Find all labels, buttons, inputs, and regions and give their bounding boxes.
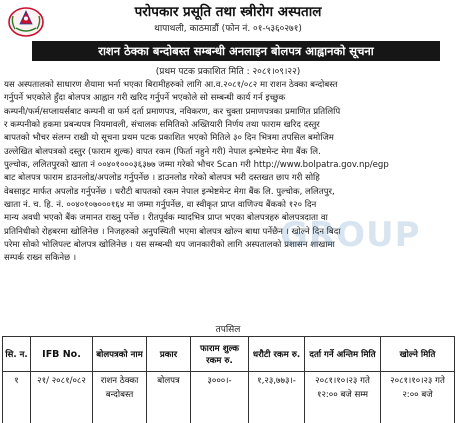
body-line-with-link[interactable]: पुल्चोक, ललितपुरको खाता नं ००४०१०००३६३७७ जम्मा गरेको भौचर Scan गरी http://www.bolpatra.gov.np/egp [4,160,389,171]
body-line: बाट बोलपत्र फाराम डाउनलोड/अपलोड गर्नुपर्नेछ । डाउनलोड गरेको बोलपत्र भरी दस्तखत छाप गरी सोहि [4,173,320,184]
cell-deposit: १,२३,७७३।- [249,372,305,423]
organization-name: परोपकार प्रसूति तथा स्त्रीरोग अस्पताल [134,4,322,20]
cell-opening-date: २०८१।१०।२३ गते २:०० बजे [381,372,455,423]
body-line: सम्पर्क राख्न सकिनेछ । [4,253,77,264]
header-opening-date: खोल्ने मिति [381,337,455,372]
header-serial: सि. न. [3,337,31,372]
body-line: प्रतिनिधीको रोहबरमा खोलिनेछ । निजहरुको अनुपस्थिती भएमा बोलपत्र खोल्न बाधा पर्नेछैन । खोल्ने दिन बिदा [4,226,341,237]
header-ifb-no: IFB No. [31,337,93,372]
body-line: वेबसाइट मार्फत अपलोड गर्नुपर्नेछ । धरौटी बापतको रकम नेपाल इन्भेष्टमेन्ट मेगा बैंक लि. पुल्चोक, ललितपुर, [4,186,335,197]
header-form-fee: फाराम शुल्क रकम रु. [191,337,249,372]
cell-form-fee: ३०००।- [191,372,249,423]
table-row [3,372,455,423]
watermark-text: GROUP [280,215,421,255]
organization-address: थापाथली, काठमाडौं (फोन नं. ०१-५३६०२७१) [154,24,302,34]
schedule-title: तपसिल [215,325,241,335]
header-deposit: धरौटी रकम रु. [249,337,305,372]
body-line: कम्पनी/फर्म/सप्लायर्सबाट कम्पनी वा फर्म दर्ता प्रमाणपत्र, नविकरण, कर चुक्ता प्रमाणपत्रका प्रमाणित प्रतिलिपि [4,106,341,117]
cell-type: बोलपत्र [147,372,191,423]
cell-deadline: २०८१।१०।२३ गते १२:०० बजे सम्म [305,372,381,423]
table-header-row [3,337,455,372]
body-line: गर्नुपर्ने भएकोले हुँदा बोलपत्र आह्वान गरी खरिद गर्नुपर्ने भएकोले सो सम्बन्धी कार्य गर्न इच्छुक [4,93,286,104]
body-line: उल्लेखित बोलपत्रको दस्तुर (फाराम शुल्क) वापत रकम (फिर्ता नहुने गरी) नेपाल इन्भेष्टमेन्ट मेगा बैंक लि. [4,146,321,157]
body-line: खाता नं. च. हि. नं. ००४०१०७०००१६४ मा जम्मा गर्नुपर्नेछ, वा स्वीकृत प्राप्त वाणिज्य बैंकको १२० दिन [4,200,317,211]
cell-ifb-no: २१/ २०८१/०८२ [31,372,93,423]
notice-title-banner: राशन ठेक्का बन्दोबस्त सम्बन्धी अनलाइन बोलपत्र आह्वानको सूचना [32,41,440,61]
body-line: बापतको भौचर संलग्न राखी यो सूचना प्रथम पटक प्रकाशित भएको मितिले ३० दिन भित्रमा तपसिल बमोजिम [4,133,334,144]
header-deadline: दर्ता गर्ने अन्तिम मिति [305,337,381,372]
schedule-table [2,336,455,423]
cell-serial: १ [3,372,31,423]
header-type: प्रकार [147,337,191,372]
body-line: परेमा सोको भोलिपल्ट बोलपत्र खोलिनेछ । यस सम्बन्धी थप जानकारीको लागि अस्पतालको प्रशासन शाखामा [4,240,335,251]
body-line: र कम्पनीको हकमा प्रबन्धपत्र नियमावली, संचालक समितिको अख्तियारी निर्णय तथा फाराम खरिद दस्तुर [4,120,320,131]
header-bid-name: बोलपत्रको नाम [93,337,147,372]
cell-bid-name: राशन ठेक्का बन्दोबस्त [93,372,147,423]
publication-date: (प्रथम पटक प्रकाशित मिति : २०८१।०९।२२) [155,67,301,77]
body-line: यस अस्पतालको साधारण शैयामा भर्ना भएका बिरामीहरुको लागि आ.व.२०८१/०८२ मा राशन ठेक्का बन्दोबस्त [4,80,338,90]
body-line: मान्य अवधी भएको बैंक जमानत राख्नु पर्नेछ । रीतपूर्वक म्यादभित्र प्राप्त भएका बोलपत्रहरु बोलपत्रदाता वा [4,213,328,224]
